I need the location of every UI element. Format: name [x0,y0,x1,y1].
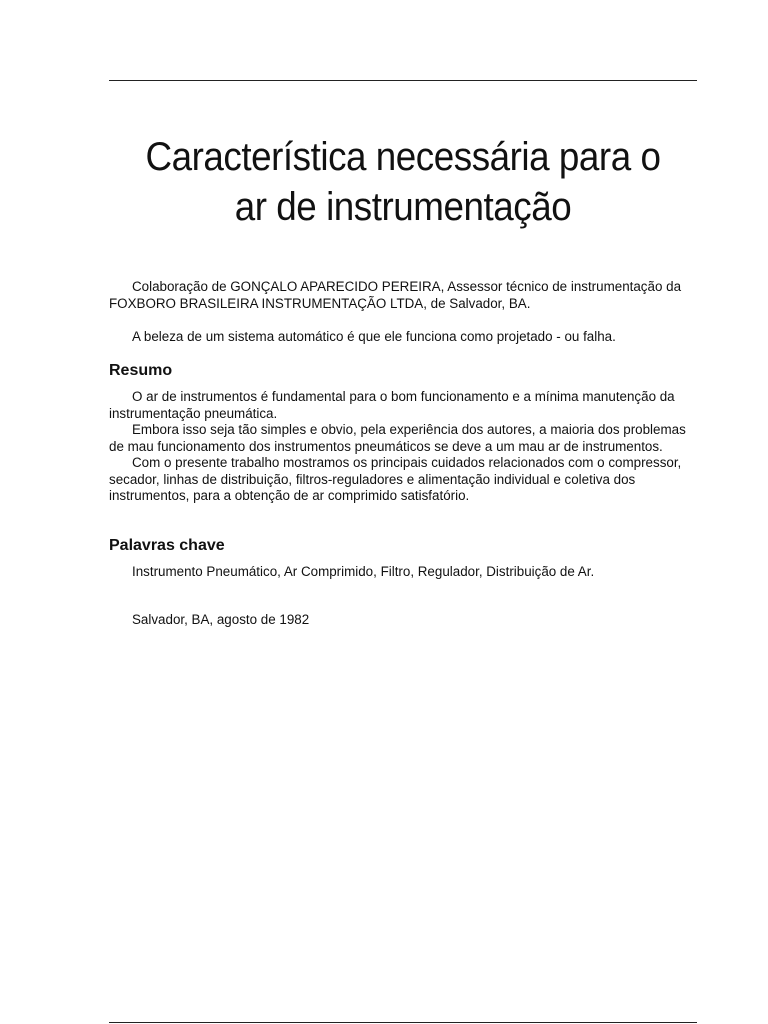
resumo-paragraph: Embora isso seja tão simples e obvio, pela experiência dos autores, a maioria dos problemas de mau funcionamento dos instrumentos pneumáticos se deve a um mau ar de instrumentos. [109,422,686,454]
place-date: Salvador, BA, agosto de 1982 [132,612,310,627]
intro-paragraph: Colaboração de GONÇALO APARECIDO PEREIRA, Assessor técnico de instrumentação da FOXBORO BRASILEIRA INSTRUMENTAÇÃO LTDA, de Salvador, BA. [109,279,682,311]
resumo-paragraph: Com o presente trabalho mostramos os principais cuidados relacionados com o compressor, secador, linhas de distribuição, filtros-reguladores e alimentação individual e coletiva dos instrumentos, para a obtenção de ar comprimido satisfatório. [109,455,682,503]
bottom-rule [109,1022,697,1023]
title-line-2: ar de instrumentação [234,185,572,229]
resumo-paragraph: O ar de instrumentos é fundamental para o bom funcionamento e a mínima manutenção da instrumentação pneumática. [109,389,675,421]
page-title [133,132,674,232]
palavras-chave-heading: Palavras chave [109,537,225,554]
resumo-body [109,389,699,505]
resumo-heading: Resumo [109,362,173,379]
motto-paragraph: A beleza de um sistema automático é que ele funciona como projetado - ou falha. [132,329,616,344]
top-rule [109,80,697,81]
keywords-text: Instrumento Pneumático, Ar Comprimido, Filtro, Regulador, Distribuição de Ar. [132,564,595,579]
title-line-1: Característica necessária para o [145,135,661,179]
